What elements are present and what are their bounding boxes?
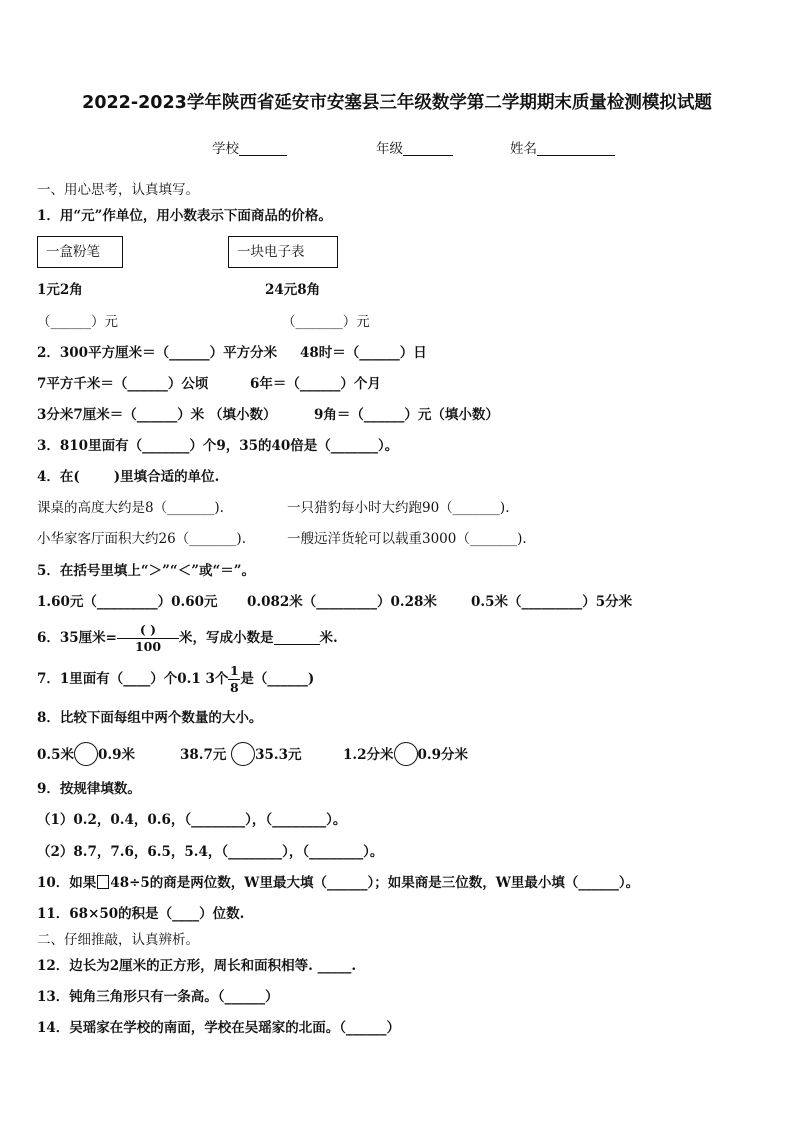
question-4 xyxy=(37,468,219,486)
question-4a: 课桌的高度大约是8（_______). xyxy=(37,500,224,516)
question-4-post: )里填合适的单位. xyxy=(113,469,220,485)
price-chalk: 1元2角 xyxy=(37,282,83,298)
question-5b: 0.082米（_________）0.28米 xyxy=(247,594,437,610)
question-9b: （2）8.7，7.6，6.5，5.4，（________），（________）。 xyxy=(37,844,384,860)
question-7-post: 是（______) xyxy=(240,671,315,687)
question-7 xyxy=(37,663,314,696)
name-field xyxy=(510,140,615,158)
item-box-watch: 一块电子表 xyxy=(228,236,338,268)
answer-chalk[interactable]: （______）元 xyxy=(37,314,118,330)
answer-watch[interactable]: （_______）元 xyxy=(282,314,370,330)
question-6-blank[interactable] xyxy=(274,630,320,645)
question-4c: 小华家客厅面积大约26（_______). xyxy=(37,531,246,547)
compare-c xyxy=(343,742,468,766)
question-6-denominator: 100 xyxy=(117,638,179,655)
question-7-pre: 7．1里面有（____）个0.1 3个 xyxy=(37,671,229,687)
compare-c-right: 0.9分米 xyxy=(417,747,468,763)
name-label: 姓名 xyxy=(510,141,537,157)
question-10 xyxy=(37,874,639,892)
question-12: 12．边长为2厘米的正方形，周长和面积相等. _____. xyxy=(37,958,357,974)
compare-b-right: 35.3元 xyxy=(255,747,302,763)
question-6-post: 米，写成小数是 xyxy=(179,630,274,646)
question-7-fraction xyxy=(228,663,240,696)
compare-c-circle[interactable] xyxy=(394,742,418,766)
compare-a xyxy=(37,742,135,766)
question-9: 9．按规律填数。 xyxy=(37,781,141,797)
question-11: 11．68×50的积是（____）位数. xyxy=(37,906,245,922)
question-13: 13．钝角三角形只有一条高。（______） xyxy=(37,989,279,1005)
question-7-numerator: 1 xyxy=(230,663,239,678)
question-4b: 一只猎豹每小时大约跑90（_______). xyxy=(287,500,510,516)
question-14: 14．吴瑶家在学校的南面，学校在吴瑶家的北面。（______） xyxy=(37,1020,401,1036)
question-2a: 2．300平方厘米＝（______）平方分米 xyxy=(37,345,278,361)
square-blank-icon[interactable] xyxy=(97,875,109,889)
question-4-pre: 4．在( xyxy=(37,469,80,485)
question-5: 5．在括号里填上“＞”“＜”或“＝”。 xyxy=(37,563,255,579)
compare-a-left: 0.5米 xyxy=(37,747,74,763)
question-9a: （1）0.2，0.4，0.6，（________），（________）。 xyxy=(37,812,347,828)
question-3: 3．810里面有（_______）个9，35的40倍是（_______）。 xyxy=(37,438,399,454)
question-6-pre: 6．35厘米= xyxy=(37,630,117,646)
question-2c: 7平方千米＝（______）公顷 xyxy=(37,376,209,392)
grade-label: 年级 xyxy=(376,141,403,157)
compare-a-right: 0.9米 xyxy=(98,747,135,763)
school-label: 学校 xyxy=(212,141,239,157)
question-5c: 0.5米（_________）5分米 xyxy=(471,594,633,610)
question-8: 8．比较下面每组中两个数量的大小。 xyxy=(37,710,263,726)
grade-field xyxy=(376,140,453,158)
item-box-chalk: 一盒粉笔 xyxy=(37,236,123,268)
question-2e: 3分米7厘米＝（______）米 （填小数） xyxy=(37,407,277,423)
price-watch: 24元8角 xyxy=(265,282,321,298)
question-10-pre: 10．如果 xyxy=(37,875,97,891)
question-2f: 9角＝（______）元（填小数） xyxy=(314,407,499,423)
compare-b-left: 38.7元 xyxy=(180,747,227,763)
question-6 xyxy=(37,622,338,655)
question-4-gap xyxy=(80,470,114,484)
section-heading-2: 二、仔细推敲，认真辨析。 xyxy=(37,932,199,948)
question-6-fraction xyxy=(117,622,179,655)
question-5a: 1.60元（_________）0.60元 xyxy=(37,594,218,610)
school-field xyxy=(212,140,287,158)
question-2b: 48时＝（______）日 xyxy=(300,345,427,361)
question-4d: 一艘远洋货轮可以载重3000（_______). xyxy=(287,531,527,547)
school-blank[interactable] xyxy=(239,141,287,156)
question-1: 1．用“元”作单位，用小数表示下面商品的价格。 xyxy=(37,208,332,224)
question-10-post: 48÷5的商是两位数，W里最大填（______）；如果商是三位数，W里最小填（______）。 xyxy=(110,875,640,891)
question-2d: 6年＝（______）个月 xyxy=(250,376,381,392)
grade-blank[interactable] xyxy=(403,141,453,156)
section-heading-1: 一、用心思考，认真填写。 xyxy=(37,182,199,198)
page-title: 2022-2023学年陕西省延安市安塞县三年级数学第二学期期末质量检测模拟试题 xyxy=(82,93,712,113)
question-7-denominator: 8 xyxy=(230,680,239,695)
compare-c-left: 1.2分米 xyxy=(343,747,394,763)
compare-a-circle[interactable] xyxy=(74,742,98,766)
compare-b-circle[interactable] xyxy=(231,742,255,766)
question-6-end: 米. xyxy=(319,630,338,646)
name-blank[interactable] xyxy=(537,141,615,156)
compare-b xyxy=(180,742,301,766)
question-6-numerator[interactable]: ( ) xyxy=(139,622,157,637)
